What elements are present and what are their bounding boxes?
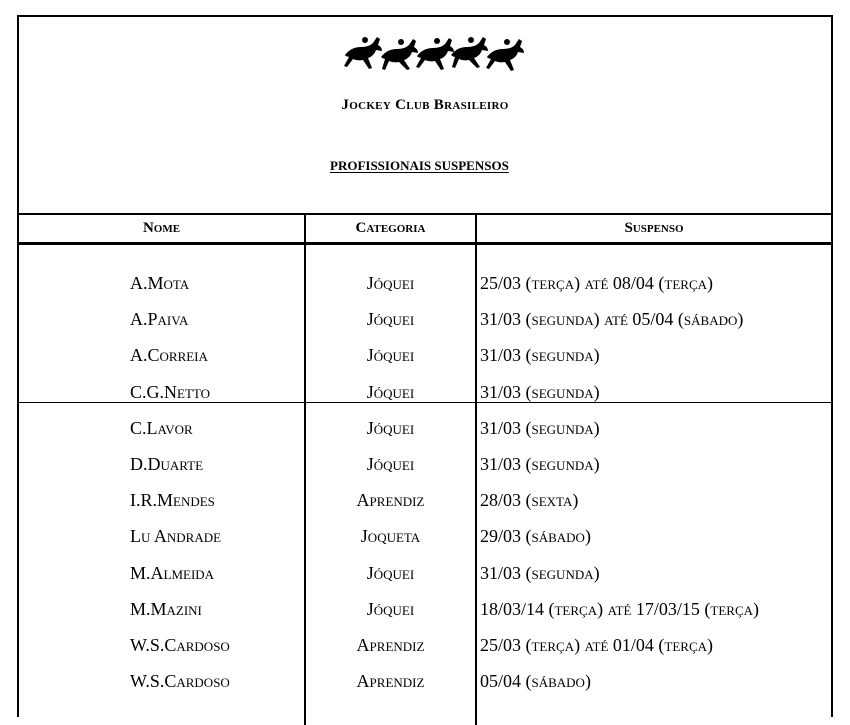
cell-suspenso: 31/03 (segunda) [480,345,600,366]
cell-nome: I.R.Mendes [130,490,215,511]
organization-title: Jockey Club Brasileiro [341,97,509,113]
document-sheet [17,15,833,717]
horses-racing-icon [341,33,541,73]
table-row [19,337,831,373]
table-header [19,215,831,245]
cell-suspenso: 28/03 (sexta) [480,490,579,511]
cell-suspenso: 31/03 (segunda) [480,417,600,438]
document-subtitle: PROFISSIONAIS SUSPENSOS [330,158,509,173]
cell-suspenso: 31/03 (segunda) [480,381,600,402]
cell-categoria: Jóquei [366,381,415,402]
cell-categoria: Jóquei [366,453,415,474]
cell-nome: Lu Andrade [130,526,222,547]
table-row [19,663,831,699]
cell-nome: A.Correia [130,345,208,366]
cell-categoria: Jóquei [366,345,415,366]
cell-categoria: Jóquei [366,309,415,330]
table-row [19,374,831,410]
table-row [19,518,831,554]
column-header-nome: Nome [142,220,181,236]
cell-nome: D.Duarte [130,453,204,474]
cell-nome: W.S.Cardoso [130,671,230,692]
column-header-suspenso: Suspenso [624,220,684,236]
cell-nome: C.Lavor [130,417,193,438]
cell-categoria: Jóquei [366,417,415,438]
column-header-categoria: Categoria [355,220,426,236]
table-row [19,265,831,301]
cell-categoria: Jóquei [366,562,415,583]
table-row [19,555,831,591]
table-row [19,446,831,482]
cell-nome: A.Mota [130,273,190,293]
cell-nome: W.S.Cardoso [130,634,230,655]
cell-categoria: Aprendiz [356,671,425,692]
table-row [19,410,831,446]
table-row [19,301,831,337]
cell-nome: C.G.Netto [130,381,210,402]
cell-suspenso: 29/03 (sábado) [480,526,591,547]
cell-categoria: Aprendiz [356,490,425,511]
cell-suspenso: 05/04 (sábado) [480,671,591,692]
cell-suspenso: 31/03 (segunda) [480,562,600,583]
cell-categoria: Aprendiz [356,634,425,655]
cell-suspenso: 25/03 (terça) até 08/04 (terça) [480,273,714,293]
cell-suspenso: 31/03 (segunda) [480,453,600,474]
table-row [19,627,831,663]
cell-categoria: Jóquei [366,598,415,619]
table-body [19,265,831,699]
cell-nome: M.Mazini [130,598,202,619]
cell-categoria: Joqueta [360,526,421,547]
cell-nome: M.Almeida [130,562,215,583]
table-row [19,482,831,518]
cell-suspenso: 31/03 (segunda) até 05/04 (sábado) [480,309,744,330]
cell-suspenso: 25/03 (terça) até 01/04 (terça) [480,634,714,655]
document-header [19,17,831,215]
cell-categoria: Jóquei [366,273,415,293]
cell-nome: A.Paiva [130,309,189,330]
table-row [19,591,831,627]
cell-suspenso: 18/03/14 (terça) até 17/03/15 (terça) [480,598,760,619]
